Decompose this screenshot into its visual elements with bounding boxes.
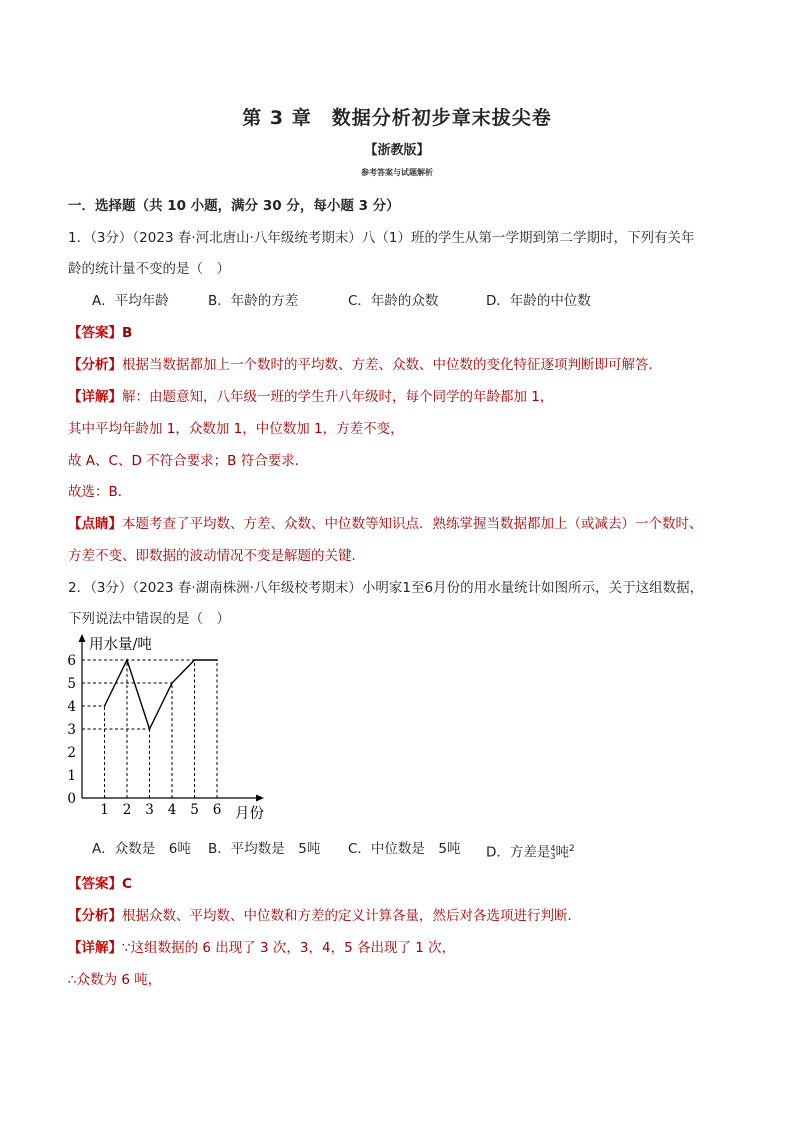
y-axis-label: 用水量/吨 — [89, 637, 152, 653]
series-line — [105, 660, 218, 729]
q2-stem-line1: 2．（3分）（2023 春·湖南株洲·八年级校考期末）小明家1至6月份的用水量统计如图所示，关于这组数据， — [68, 580, 704, 596]
y-tick-label: 0 — [67, 791, 76, 807]
q2-option-c: C．中位数是 5吨 — [348, 841, 461, 857]
q1-option-d: D．年龄的中位数 — [486, 293, 591, 309]
answer-value: B — [122, 325, 133, 341]
analysis-tag: 【分析】 — [68, 357, 122, 373]
data-point — [126, 659, 128, 661]
q2-option-b: B．平均数是 5吨 — [208, 841, 321, 857]
detail-text: ∵这组数据的 6 出现了 3 次，3，4，5 各出现了 1 次， — [122, 940, 456, 956]
answer-tag: 【答案】 — [68, 876, 122, 892]
data-point — [149, 728, 151, 730]
q1-option-a: A．平均年龄 — [92, 293, 169, 309]
q1-detail-line2: 其中平均年龄加 1，众数加 1，中位数加 1，方差不变， — [68, 421, 404, 437]
analysis-text: 根据众数、平均数、中位数和方差的定义计算各量，然后对各选项进行判断． — [122, 908, 581, 924]
q2-option-d — [486, 839, 575, 863]
q1-stem-line1: 1．（3分）（2023 春·河北唐山·八年级统考期末）八（1）班的学生从第一学期到第二学期时，下列有关年 — [68, 230, 695, 246]
y-tick-label: 4 — [67, 699, 76, 715]
y-axis-arrow — [79, 634, 86, 642]
comment-text: 本题考查了平均数、方差、众数、中位数等知识点．熟练掌握当数据都加上（或减去）一个数时、 — [122, 516, 703, 532]
fraction-denominator: 3 — [550, 851, 556, 861]
q1-analysis-line — [68, 355, 662, 375]
q1-detail-line1 — [68, 387, 553, 407]
analysis-text: 根据当数据都加上一个数时的平均数、方差、众数、中位数的变化特征逐项判断即可解答． — [122, 357, 662, 373]
answer-tag: 【答案】 — [68, 325, 122, 341]
q1-comment-line1 — [68, 514, 703, 534]
q2-option-a: A．众数是 6吨 — [92, 841, 191, 857]
q2-detail-line1 — [68, 938, 455, 958]
page-title: 第 3 章 数据分析初步章末拔尖卷 — [242, 107, 552, 129]
answer-value: C — [122, 876, 132, 892]
data-point — [171, 682, 173, 684]
q2-answer-line — [68, 874, 132, 894]
comment-tag: 【点睛】 — [68, 516, 122, 532]
q1-stem-line2: 龄的统计量不变的是（ ） — [68, 261, 230, 277]
x-tick-label: 2 — [122, 802, 132, 818]
x-tick-label: 4 — [167, 802, 177, 818]
y-tick-label: 5 — [67, 676, 76, 692]
y-tick-label: 2 — [67, 745, 76, 761]
data-point — [104, 705, 106, 707]
q2-option-d-prefix: D．方差是 — [486, 844, 551, 861]
y-tick-label: 6 — [67, 653, 76, 669]
q1-detail-line3: 故 A、C、D 不符合要求；B 符合要求． — [68, 453, 309, 469]
edition-label: 【浙教版】 — [364, 143, 430, 158]
x-axis-label: 月份 — [235, 806, 264, 822]
data-point — [194, 659, 196, 661]
x-tick-label: 1 — [100, 802, 109, 818]
q2-analysis-line — [68, 906, 581, 926]
q1-option-b: B．年龄的方差 — [208, 293, 299, 309]
x-tick-label: 5 — [190, 802, 199, 818]
q2-stem-line2: 下列说法中错误的是（ ） — [68, 611, 230, 627]
data-point — [216, 659, 218, 661]
q2-option-d-unit: 吨 — [555, 844, 569, 861]
water-usage-chart — [62, 630, 282, 825]
q1-option-c: C．年龄的众数 — [348, 293, 439, 309]
detail-tag: 【详解】 — [68, 940, 122, 956]
section-heading: 一．选择题（共 10 小题，满分 30 分，每小题 3 分） — [68, 198, 400, 214]
q2-detail-line2: ∴众数为 6 吨， — [68, 972, 162, 988]
x-tick-label: 6 — [212, 802, 222, 818]
fraction-numerator: 4 — [550, 843, 556, 853]
detail-text: 解：由题意知，八年级一班的学生升八年级时，每个同学的年龄都加 1， — [122, 389, 554, 405]
q1-answer-line — [68, 323, 132, 343]
q1-conclusion: 故选：B． — [68, 484, 132, 500]
detail-tag: 【详解】 — [68, 389, 122, 405]
subtitle: 参考答案与试题解析 — [361, 168, 433, 177]
x-axis-arrow — [256, 795, 264, 802]
q1-comment-line2: 方差不变、即数据的波动情况不变是解题的关键． — [68, 548, 365, 564]
analysis-tag: 【分析】 — [68, 908, 122, 924]
y-tick-label: 3 — [67, 722, 76, 738]
x-tick-label: 3 — [145, 802, 154, 818]
superscript: 2 — [569, 844, 575, 854]
y-tick-label: 1 — [67, 768, 76, 784]
